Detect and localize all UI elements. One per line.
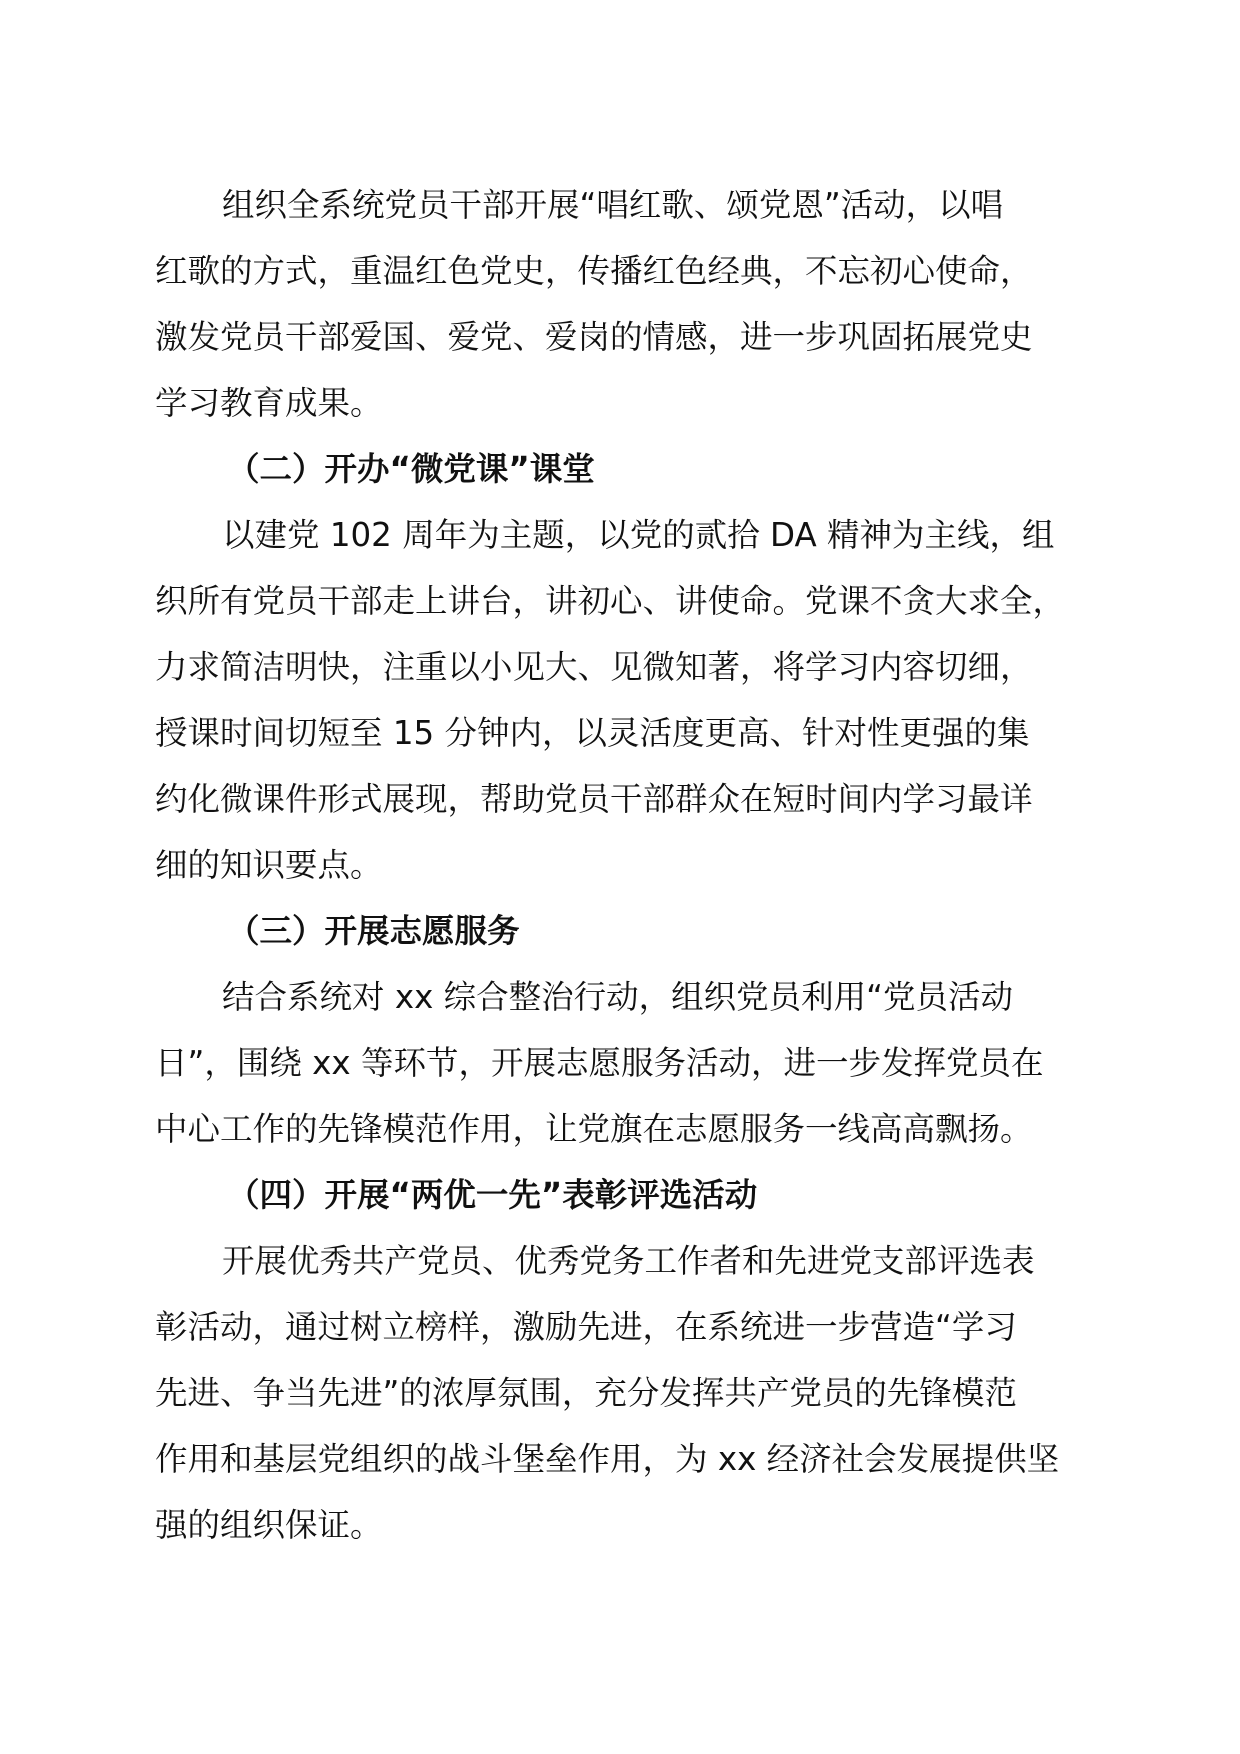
body-text-line: 强的组织保证。 [155,1506,383,1544]
body-text-line: 学习教育成果。 [155,384,383,422]
section-heading: （四）开展“两优一先”表彰评选活动 [227,1176,758,1214]
body-text-line: 激发党员干部爱国、爱党、爱岗的情感，进一步巩固拓展党史 [155,318,1033,356]
body-text-line: 结合系统对 xx 综合整治行动，组织党员利用“党员活动 [222,978,1013,1016]
body-text-line: 力求简洁明快，注重以小见大、见微知著，将学习内容切细， [155,648,1033,686]
body-text-line: 红歌的方式，重温红色党史，传播红色经典，不忘初心使命， [155,252,1033,290]
body-text-line: 开展优秀共产党员、优秀党务工作者和先进党支部评选表 [222,1242,1035,1280]
body-text-line: 先进、争当先进”的浓厚氛围，充分发挥共产党员的先锋模范 [155,1374,1017,1412]
body-text-line: 织所有党员干部走上讲台，讲初心、讲使命。党课不贪大求全， [155,582,1066,620]
section-heading: （二）开办“微党课”课堂 [227,450,595,488]
body-text-line: 日”，围绕 xx 等环节，开展志愿服务活动，进一步发挥党员在 [155,1044,1044,1082]
body-text-line: 组织全系统党员干部开展“唱红歌、颂党恩”活动，以唱 [222,186,1004,224]
body-text-line: 约化微课件形式展现，帮助党员干部群众在短时间内学习最详 [155,780,1033,818]
section-heading: （三）开展志愿服务 [227,912,520,950]
body-text-line: 作用和基层党组织的战斗堡垒作用，为 xx 经济社会发展提供坚 [155,1440,1060,1478]
body-text-line: 授课时间切短至 15 分钟内，以灵活度更高、针对性更强的集 [155,714,1030,752]
body-text-line: 细的知识要点。 [155,846,383,884]
body-text-line: 中心工作的先锋模范作用，让党旗在志愿服务一线高高飘扬。 [155,1110,1033,1148]
body-text-line: 彰活动，通过树立榜样，激励先进，在系统进一步营造“学习 [155,1308,1017,1346]
body-text-line: 以建党 102 周年为主题，以党的贰拾 DA 精神为主线，组 [222,516,1055,554]
